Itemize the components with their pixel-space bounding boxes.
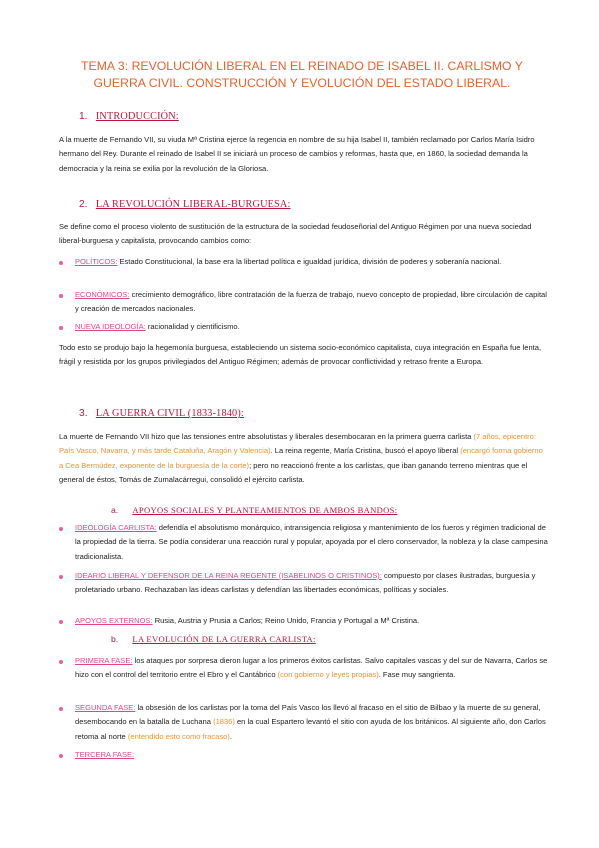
bullet-icon	[59, 754, 63, 758]
section-number: 3.	[79, 408, 88, 419]
bullet-icon	[59, 326, 63, 330]
list-item-politicos	[75, 255, 549, 269]
section-introduccion-heading	[79, 111, 179, 122]
section-label: INTRODUCCIÓN:	[95, 111, 179, 122]
list-item-apoyos-externos	[75, 614, 549, 628]
section-guerra-civil-heading	[79, 408, 244, 419]
list-item-text: compuesto por clases ilustradas, burguesía y proletariado urbano. Rechazaban las ideas carlistas y defendían las libertades económicas, políticas y sociales.	[75, 571, 536, 595]
list-item-text: Rusia, Austria y Prusia a Carlos; Reino Unido, Francia y Portugal a Mª Cristina.	[152, 616, 420, 625]
list-item-text: los ataques por sorpresa dieron lugar a los primeros éxitos carlistas. Salvo capitales vascas y del sur de Navarra, Carlos se hizo con el control del territorio entre el Ebro y el Cantábrico	[75, 656, 548, 680]
list-item-highlight: (1836)	[213, 717, 235, 727]
section-number: 2.	[79, 199, 88, 210]
section-label: LA REVOLUCIÓN LIBERAL-BURGUESA:	[95, 199, 291, 210]
list-item-tercera-fase	[75, 748, 549, 762]
list-item-economicos	[75, 288, 549, 317]
subsection-label: LA EVOLUCIÓN DE LA GUERRA CARLISTA:	[132, 634, 316, 644]
list-item-text: en la cual Espartero levantó el sitio con ayuda de los británicos. Al siguiente año, don Carlos retoma al norte	[75, 717, 546, 741]
list-item-ideologia-carlista	[75, 521, 549, 564]
guerra-civil-intro-paragraph	[59, 430, 549, 487]
bullet-icon	[59, 575, 63, 579]
section-number: 1.	[79, 111, 88, 122]
section-label: LA GUERRA CIVIL (1833-1840):	[95, 408, 244, 419]
list-item-tag: NUEVA IDEOLOGÍA:	[75, 322, 146, 331]
section-revolucion-heading	[79, 199, 291, 210]
list-item-tag: ECONÓMICOS:	[75, 290, 130, 299]
intro-text: . La reina regente, María Cristina, buscó el apoyo liberal	[270, 446, 461, 456]
bullet-icon	[59, 707, 63, 711]
list-item-segunda-fase	[75, 701, 549, 744]
intro-text: La muerte de Fernando VII hizo que las tensiones entre absolutistas y liberales desembocaran en la primera guerra carlista	[59, 432, 474, 441]
list-item-tag: IDEOLOGÍA CARLISTA:	[75, 523, 157, 532]
list-item-text: la obsesión de los carlistas por la toma del País Vasco los llevó al fracaso en el sitio de Bilbao y la muerte de su general, desembocando en la batalla de Luchana	[75, 703, 541, 727]
list-item-tag: POLÍTICOS:	[75, 257, 118, 266]
bullet-icon	[59, 261, 63, 265]
bullet-icon	[59, 620, 63, 624]
revolucion-intro-paragraph: Se define como el proceso violento de sustitución de la estructura de la sociedad feudoseñorial del Antiguo Régimen por una nueva sociedad liberal-burguesa y capitalista, provocando cambios como:	[59, 222, 532, 246]
document-title: TEMA 3: REVOLUCIÓN LIBERAL EN EL REINADO DE ISABEL II. CARLISMO Y GUERRA CIVIL. CONSTRUCCIÓN Y EVOLUCIÓN DEL ESTADO LIBERAL.	[81, 59, 523, 90]
list-item-text: defendía el absolutismo monárquico, intransigencia religiosa y mantenimiento de los fueros y régimen tradicional de la propiedad de la tierra. Se podía considerar una reacción rural y popular, apoyada por el clero conservador, la nobleza y la clase campesina tradicionalista.	[75, 523, 548, 561]
list-item-ideario-liberal	[75, 569, 549, 598]
subsection-number: a.	[111, 505, 119, 515]
intro-highlight: (7 años, epicentro: País Vasco, Navarra, y más tarde Cataluña, Aragón y Valencia)	[59, 432, 536, 456]
list-item-ideologia	[75, 320, 549, 334]
list-item-text: crecimiento demográfico, libre contratación de la fuerza de trabajo, nuevo concepto de propiedad, libre circulación de capital y creación de mercados nacionales.	[75, 290, 547, 314]
bullet-icon	[59, 660, 63, 664]
list-item-tag: TERCERA FASE:	[75, 750, 135, 759]
intro-text: ; pero no reaccionó frente a los carlistas, que iban ganando terreno mientras que el general de éstos, Tomás de Zumalacárregui, consolidó el ejército carlista.	[59, 460, 528, 484]
list-item-tag: IDEARIO LIBERAL Y DEFENSOR DE LA REINA REGENTE (ISABELINOS O CRISTINOS):	[75, 571, 382, 580]
list-item-tag: APOYOS EXTERNOS:	[75, 616, 153, 625]
bullet-icon	[59, 527, 63, 531]
list-item-text: racionalidad y cientificismo.	[145, 322, 240, 331]
subsection-evolucion-heading	[111, 634, 316, 644]
intro-highlight: (encargó forma gobierno a Cea Bermúdez, exponente de la burguesía de la corte)	[59, 446, 543, 470]
list-item-highlight: (entendido esto como fracaso)	[127, 731, 230, 741]
subsection-apoyos-heading	[111, 505, 397, 515]
subsection-number: b.	[111, 634, 119, 644]
list-item-highlight: (con gobierno y leyes propias)	[277, 670, 379, 680]
list-item-text: Estado Constitucional, la base era la libertad política e igualdad jurídica, división de poderes y soberanía nacional.	[117, 257, 502, 266]
list-item-tag: SEGUNDA FASE:	[75, 703, 136, 712]
list-item-text: .	[229, 731, 232, 741]
revolucion-closing-paragraph: Todo esto se produjo bajo la hegemonía burguesa, estableciendo un sistema socio-económico capitalista, cuya integración en España fue lenta, frágil y resistida por los grupos privilegiados del Antiguo Régimen; además de provocar conflictividad y retraso frente a Europa.	[59, 343, 542, 367]
introduccion-paragraph: A la muerte de Fernando VII, su viuda Mª Cristina ejerce la regencia en nombre de su hija Isabel II, también reclamado por Carlos María Isidro hermano del Rey. Durante el reinado de Isabel II se iniciará un proceso de cambios y reformas, hasta que, en 1860, la sociedad demanda la democracia y la reina se exilia por la revolución de la Gloriosa.	[59, 135, 535, 173]
bullet-icon	[59, 294, 63, 298]
subsection-label: APOYOS SOCIALES Y PLANTEAMIENTOS DE AMBOS BANDOS:	[132, 505, 398, 515]
list-item-primera-fase	[75, 654, 549, 683]
list-item-tag: PRIMERA FASE:	[75, 656, 133, 665]
list-item-text: . Fase muy sangrienta.	[378, 670, 456, 680]
